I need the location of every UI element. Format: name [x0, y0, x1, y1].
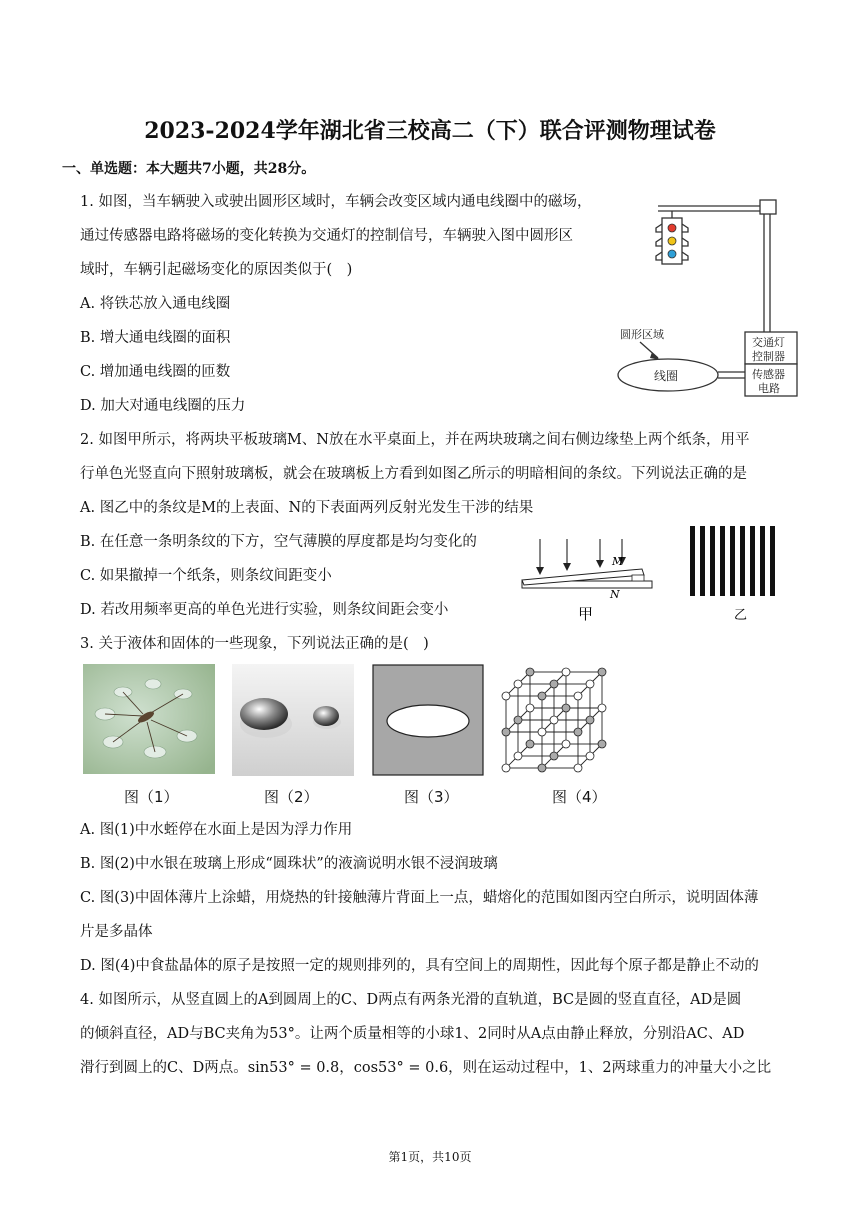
label-sensor-1: 传感器: [752, 368, 785, 381]
caption-fig-1: 图（1）: [124, 788, 179, 806]
q2-option-b: B. 在任意一条明条纹的下方，空气薄膜的厚度都是均匀变化的: [80, 534, 477, 550]
q1-stem-line: 通过传感器电路将磁场的变化转换为交通灯的控制信号，车辆驶入图中圆形区: [80, 228, 573, 244]
q4-stem-line: 4. 如图所示，从竖直圆上的A到圆周上的C、D两点有两条光滑的直轨道，BC是圆的竖直直径，AD是圆: [80, 992, 742, 1008]
q3-option-c-cont: 片是多晶体: [80, 924, 153, 940]
q2-stem-line: 行单色光竖直向下照射玻璃板，就会在玻璃板上方看到如图乙所示的明暗相间的条纹。下列说法正确的是: [80, 466, 747, 482]
label-region: 圆形区域: [620, 328, 664, 341]
caption-yi: 乙: [734, 608, 748, 623]
page-footer: 第1页，共10页: [388, 1150, 472, 1164]
q4-stem-line: 滑行到圆上的C、D两点。sin53° = 0.8，cos53° = 0.6，则在运动过程中，1、2两球重力的冲量大小之比: [80, 1060, 772, 1076]
q4-stem-line: 的倾斜直径，AD与BC夹角为53°。让两个质量相等的小球1、2同时从A点由静止释放，分别沿AC、AD: [80, 1026, 745, 1042]
traffic-light-figure: [600, 192, 805, 402]
label-coil: 线圈: [654, 369, 679, 383]
figure-water-strider: [83, 664, 215, 774]
label-controller-2: 控制器: [752, 350, 785, 363]
q3-option-a: A. 图(1)中水蛭停在水面上是因为浮力作用: [80, 822, 353, 838]
q1-stem-line: 1. 如图，当车辆驶入或驶出圆形区域时，车辆会改变区域内通电线圈中的磁场，: [80, 194, 592, 210]
q2-option-d: D. 若改用频率更高的单色光进行实验，则条纹间距会变小: [80, 602, 449, 618]
q2-option-a: A. 图乙中的条纹是M的上表面、N的下表面两列反射光发生干涉的结果: [80, 500, 534, 516]
figure-mercury-drops: [232, 664, 354, 776]
caption-fig-2: 图（2）: [264, 788, 319, 806]
label-controller-1: 交通灯: [752, 336, 785, 349]
q3-option-d: D. 图(4)中食盐晶体的原子是按照一定的规则排列的，具有空间上的周期性，因此每个原子都是静止不动的: [80, 958, 759, 974]
caption-fig-4: 图（4）: [552, 788, 607, 806]
q3-stem: 3. 关于液体和固体的一些现象，下列说法正确的是( ): [80, 636, 429, 652]
interference-figure-yi: [688, 526, 788, 621]
label-n: N: [610, 588, 620, 601]
q2-stem-line: 2. 如图甲所示，将两块平板玻璃M、N放在水平桌面上，并在两块玻璃之间右侧边缘垫上两个纸条，用平: [80, 432, 750, 448]
q1-option-d: D. 加大对通电线圈的压力: [80, 398, 246, 414]
q1-stem-line: 域时，车辆引起磁场变化的原因类似于( ): [80, 262, 353, 278]
q1-option-c: C. 增加通电线圈的匝数: [80, 364, 231, 380]
figure-salt-lattice: [500, 666, 612, 776]
caption-jia: 甲: [578, 605, 594, 623]
q3-option-b: B. 图(2)中水银在玻璃上形成“圆珠状”的液滴说明水银不浸润玻璃: [80, 856, 498, 872]
caption-fig-3: 图（3）: [404, 788, 459, 806]
label-m: M: [612, 555, 624, 568]
q1-option-b: B. 增大通电线圈的面积: [80, 330, 231, 346]
q3-option-c: C. 图(3)中固体薄片上涂蜡，用烧热的针接触薄片背面上一点，蜡熔化的范围如图丙空白所示，说明固体薄: [80, 890, 759, 906]
figure-wax-plate: [372, 664, 484, 776]
q2-option-c: C. 如果撤掉一个纸条，则条纹间距变小: [80, 568, 332, 584]
q1-option-a: A. 将铁芯放入通电线圈: [80, 296, 231, 312]
section-heading: 一、单选题：本大题共7小题，共28分。: [62, 161, 316, 177]
label-sensor-2: 电路: [758, 382, 780, 395]
interference-figure-jia: [520, 535, 660, 625]
page-title: 2023-2024学年湖北省三校高二（下）联合评测物理试卷: [144, 118, 716, 144]
